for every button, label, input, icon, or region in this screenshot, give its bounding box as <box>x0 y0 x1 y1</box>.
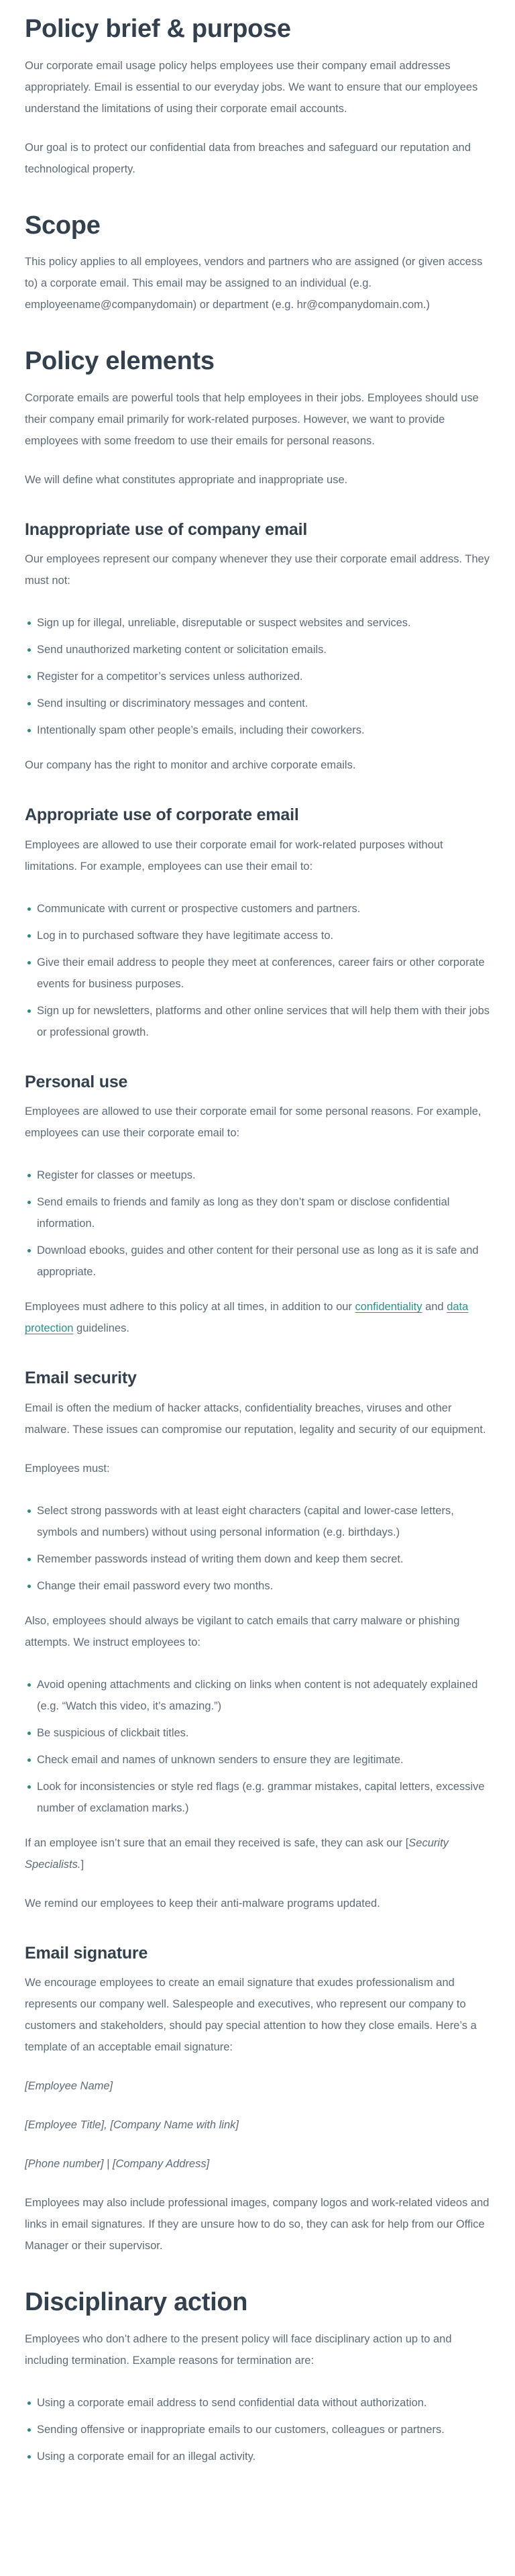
paragraph <box>25 2153 491 2175</box>
heading-scope: Scope <box>25 211 101 240</box>
text-run: Employees may also include professional images, company logos and work-related videos and links in email signatures. If they are unsure how to do so, they can ask for help from our Office Manager or their supervisor. <box>25 2197 490 2252</box>
list-item <box>25 1749 491 1771</box>
confidentiality-link[interactable]: confidentiality <box>355 1301 422 1313</box>
text-run: Security Specialists. <box>25 1836 449 1871</box>
paragraph <box>25 834 491 877</box>
text-run: If an employee isn’t sure that an email they received is safe, they can ask our [ <box>25 1836 409 1849</box>
bullet-list <box>25 1165 491 1283</box>
data-protection-link[interactable]: data protection <box>25 1301 469 1334</box>
list-item-text: Send unauthorized marketing content or solicitation emails. <box>37 644 327 656</box>
bullet-icon <box>27 1758 31 1762</box>
text-run: Our employees represent our company whenever they use their corporate email address. They must not: <box>25 553 490 587</box>
list-item <box>25 1776 491 1819</box>
paragraph <box>25 387 491 452</box>
bullet-list <box>25 612 491 741</box>
list-item <box>25 720 491 741</box>
heading-policy-elements: Policy elements <box>25 347 215 375</box>
paragraph <box>25 1101 491 1144</box>
bullet-list <box>25 898 491 1043</box>
paragraph <box>25 137 491 180</box>
bullet-list <box>25 1674 491 1819</box>
list-item-text: Check email and names of unknown senders to ensure they are legitimate. <box>37 1753 404 1766</box>
text-run: We remind our employees to keep their anti-malware programs updated. <box>25 1897 380 1910</box>
paragraph <box>25 1972 491 2058</box>
list-item <box>25 2419 491 2440</box>
paragraph <box>25 2192 491 2257</box>
bullet-list <box>25 1500 491 1597</box>
text-run: Our goal is to protect our confidential data from breaches and safeguard our reputation and technological property. <box>25 141 471 175</box>
list-item-text: Avoid opening attachments and clicking on links when content is not adequately explained (e.g. “Watch this video, it’s amazing.”) <box>37 1678 478 1712</box>
heading-inappropriate-use-of-company-email: Inappropriate use of company email <box>25 519 308 539</box>
bullet-icon <box>27 729 31 732</box>
text-run: We will define what constitutes appropriate and inappropriate use. <box>25 473 348 486</box>
text-run: guidelines. <box>73 1322 129 1334</box>
paragraph <box>25 1832 491 1875</box>
list-item <box>25 1575 491 1597</box>
paragraph <box>25 469 491 491</box>
text-run: Employees must: <box>25 1462 110 1475</box>
bullet-icon <box>27 1509 31 1513</box>
bullet-icon <box>27 702 31 705</box>
bullet-icon <box>27 934 31 938</box>
list-item-text: Register for classes or meetups. <box>37 1169 196 1181</box>
bullet-icon <box>27 1201 31 1204</box>
heading-email-signature: Email signature <box>25 1943 148 1963</box>
paragraph <box>25 754 491 776</box>
list-item <box>25 612 491 634</box>
list-item <box>25 1500 491 1543</box>
paragraph <box>25 1296 491 1339</box>
text-run: Employees who don’t adhere to the present policy will face disciplinary action up to and including termination. Example reasons for termination are: <box>25 2332 452 2367</box>
paragraph <box>25 55 491 119</box>
bullet-icon <box>27 1585 31 1588</box>
list-item-text: Intentionally spam other people’s emails, including their coworkers. <box>37 724 365 736</box>
text-run: [Employee Name] <box>25 2080 113 2092</box>
bullet-icon <box>27 1249 31 1252</box>
list-item-text: Using a corporate email address to send confidential data without authorization. <box>37 2396 427 2409</box>
bullet-icon <box>27 648 31 652</box>
list-item <box>25 925 491 946</box>
text-run: [Phone number] | [Company Address] <box>25 2158 210 2170</box>
list-item-text: Select strong passwords with at least eight characters (capital and lower-case letters, symbols and numbers) without using personal information (e.g. birthdays.) <box>37 1504 454 1538</box>
bullet-icon <box>27 1174 31 1177</box>
list-item-text: Sign up for illegal, unreliable, disreputable or suspect websites and services. <box>37 617 411 629</box>
heading-policy-brief-purpose: Policy brief & purpose <box>25 15 291 43</box>
text-run: This policy applies to all employees, vendors and partners who are assigned (or given access to) a corporate email. This email may be assigned to an individual (e.g. employeename@companydomain) or department (e.g. hr@companydomain.com.) <box>25 256 483 311</box>
heading-appropriate-use-of-corporate-email: Appropriate use of corporate email <box>25 805 299 824</box>
list-item-text: Log in to purchased software they have legitimate access to. <box>37 929 334 942</box>
list-item-text: Remember passwords instead of writing them down and keep them secret. <box>37 1552 404 1565</box>
list-item-text: Using a corporate email for an illegal activity. <box>37 2450 256 2463</box>
heading-personal-use: Personal use <box>25 1072 128 1091</box>
bullet-icon <box>27 675 31 679</box>
bullet-icon <box>27 1785 31 1789</box>
paragraph <box>25 1458 491 1479</box>
list-item-text: Register for a competitor’s services unless authorized. <box>37 671 303 683</box>
list-item <box>25 1722 491 1744</box>
list-item-text: Download ebooks, guides and other content for their personal use as long as it is safe and appropriate. <box>37 1244 479 1278</box>
bullet-icon <box>27 1558 31 1561</box>
list-item <box>25 2446 491 2467</box>
list-item <box>25 1191 491 1234</box>
list-item-text: Look for inconsistencies or style red flags (e.g. grammar mistakes, capital letters, excessive number of exclamation marks.) <box>37 1780 485 1814</box>
list-item-text: Change their email password every two months. <box>37 1579 274 1592</box>
list-item <box>25 639 491 660</box>
paragraph <box>25 251 491 315</box>
list-item <box>25 693 491 714</box>
list-item <box>25 2392 491 2414</box>
list-item <box>25 898 491 920</box>
list-item-text: Communicate with current or prospective customers and partners. <box>37 902 361 915</box>
paragraph <box>25 548 491 591</box>
paragraph <box>25 2328 491 2371</box>
heading-email-security: Email security <box>25 1369 137 1387</box>
paragraph <box>25 2114 491 2136</box>
heading-disciplinary-action: Disciplinary action <box>25 2288 248 2316</box>
bullet-icon <box>27 622 31 625</box>
bullet-icon <box>27 1732 31 1735</box>
text-run: We encourage employees to create an email signature that exudes professionalism and represents our company well. Salespeople and executives, who represent our company to customers and stakeholders, should pay special attention to how they close emails. Here’s a template of an acceptable email signature: <box>25 1977 477 2053</box>
text-run: Our company has the right to monitor and archive corporate emails. <box>25 759 356 771</box>
list-item-text: Sign up for newsletters, platforms and other online services that will help them with their jobs or professional growth. <box>37 1004 490 1038</box>
bullet-icon <box>27 2428 31 2432</box>
paragraph <box>25 1610 491 1653</box>
list-item <box>25 1000 491 1043</box>
list-item-text: Be suspicious of clickbait titles. <box>37 1726 189 1739</box>
paragraph <box>25 1397 491 1440</box>
text-run: and <box>422 1301 447 1313</box>
bullet-list <box>25 2392 491 2467</box>
paragraph <box>25 2075 491 2097</box>
text-run: [Employee Title], [Company Name with link] <box>25 2119 239 2131</box>
list-item <box>25 1240 491 1283</box>
list-item-text: Sending offensive or inappropriate emails to our customers, colleagues or partners. <box>37 2423 445 2436</box>
list-item-text: Give their email address to people they meet at conferences, career fairs or other corporate events for business purposes. <box>37 956 485 990</box>
bullet-icon <box>27 1683 31 1687</box>
list-item-text: Send emails to friends and family as long as they don’t spam or disclose confidential information. <box>37 1196 450 1230</box>
list-item <box>25 952 491 995</box>
text-run: ] <box>80 1858 84 1871</box>
list-item <box>25 1548 491 1570</box>
list-item <box>25 1674 491 1717</box>
bullet-icon <box>27 907 31 911</box>
bullet-icon <box>27 1009 31 1013</box>
bullet-icon <box>27 961 31 964</box>
paragraph <box>25 1893 491 1914</box>
text-run: Our corporate email usage policy helps employees use their company email addresses appropriately. Email is essential to our everyday jobs. We want to ensure that our employees understand the limitations of using their corporate email accounts. <box>25 59 478 115</box>
bullet-icon <box>27 2455 31 2459</box>
text-run: Employees must adhere to this policy at all times, in addition to our <box>25 1301 355 1313</box>
list-item-text: Send insulting or discriminatory messages and content. <box>37 697 308 709</box>
text-run: Employees are allowed to use their corporate email for some personal reasons. For example, employees can use their corporate email to: <box>25 1105 481 1139</box>
list-item <box>25 666 491 687</box>
bullet-icon <box>27 2401 31 2405</box>
list-item <box>25 1165 491 1186</box>
text-run: Employees are allowed to use their corporate email for work-related purposes without limitations. For example, employees can use their email to: <box>25 838 443 873</box>
text-run: Email is often the medium of hacker attacks, confidentiality breaches, viruses and other malware. These issues can compromise our reputation, legality and security of our equipment. <box>25 1401 486 1436</box>
text-run: Also, employees should always be vigilant to catch emails that carry malware or phishing attempts. We instruct employees to: <box>25 1614 460 1648</box>
text-run: Corporate emails are powerful tools that help employees in their jobs. Employees should use their company email primarily for work-related purposes. However, we want to provide employees with some freedom to use their emails for personal reasons. <box>25 391 479 447</box>
